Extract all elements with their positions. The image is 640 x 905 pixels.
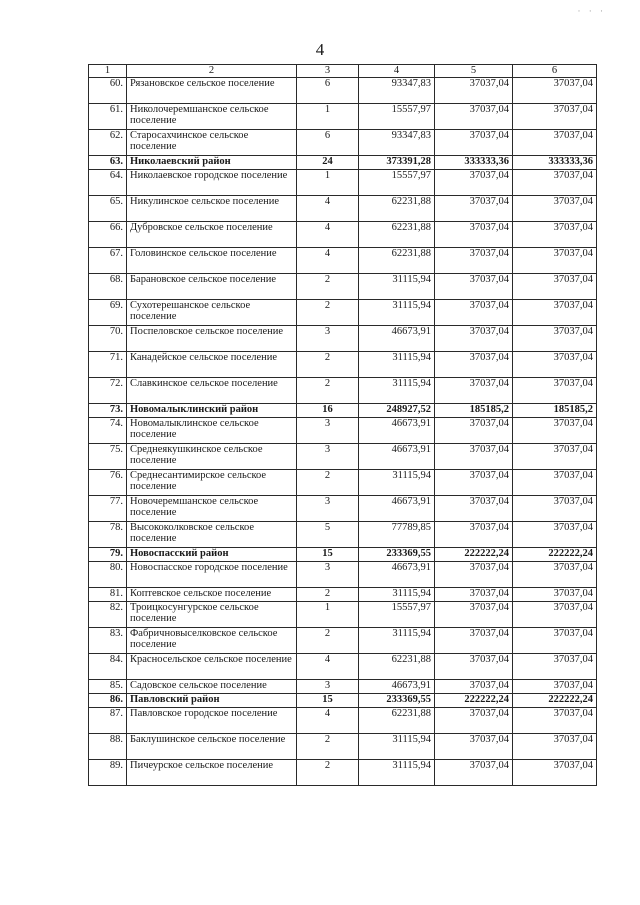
row-count: 5 — [297, 521, 359, 547]
row-number: 72. — [89, 377, 127, 403]
row-value-col4: 46673,91 — [359, 561, 435, 587]
row-name: Троицкосунгурское сельское поселение — [127, 601, 297, 627]
row-value-col4: 15557,97 — [359, 601, 435, 627]
row-value-col5: 37037,04 — [435, 469, 513, 495]
table-row — [89, 169, 597, 195]
row-number: 61. — [89, 103, 127, 129]
district-total-row — [89, 403, 597, 417]
table-row — [89, 653, 597, 679]
row-value-col6: 37037,04 — [513, 351, 597, 377]
row-number: 80. — [89, 561, 127, 587]
row-value-col4: 93347,83 — [359, 129, 435, 155]
row-value-col6: 37037,04 — [513, 469, 597, 495]
row-value-col4: 15557,97 — [359, 169, 435, 195]
row-count: 6 — [297, 129, 359, 155]
table-row — [89, 417, 597, 443]
row-number: 65. — [89, 195, 127, 221]
header-row — [89, 65, 597, 78]
row-name: Рязановское сельское поселение — [127, 77, 297, 103]
row-name: Павловское городское поселение — [127, 707, 297, 733]
row-name: Новомалыклинское сельское поселение — [127, 417, 297, 443]
row-number: 62. — [89, 129, 127, 155]
table-row — [89, 469, 597, 495]
row-name: Новоспасский район — [127, 547, 297, 561]
row-value-col4: 31115,94 — [359, 273, 435, 299]
row-value-col6: 37037,04 — [513, 653, 597, 679]
row-value-col5: 37037,04 — [435, 417, 513, 443]
row-value-col5: 37037,04 — [435, 653, 513, 679]
row-number: 78. — [89, 521, 127, 547]
row-count: 4 — [297, 247, 359, 273]
row-name: Красносельское сельское поселение — [127, 653, 297, 679]
row-value-col6: 333333,36 — [513, 155, 597, 169]
row-name: Новоспасское городское поселение — [127, 561, 297, 587]
row-value-col4: 62231,88 — [359, 707, 435, 733]
table-row — [89, 627, 597, 653]
row-value-col4: 62231,88 — [359, 653, 435, 679]
row-value-col6: 37037,04 — [513, 443, 597, 469]
row-count: 6 — [297, 77, 359, 103]
row-value-col5: 37037,04 — [435, 299, 513, 325]
table-row — [89, 759, 597, 785]
row-number: 73. — [89, 403, 127, 417]
row-value-col4: 31115,94 — [359, 351, 435, 377]
row-value-col6: 37037,04 — [513, 627, 597, 653]
row-value-col4: 31115,94 — [359, 733, 435, 759]
row-value-col6: 37037,04 — [513, 521, 597, 547]
row-name: Новомалыклинский район — [127, 403, 297, 417]
row-name: Николаевское городское поселение — [127, 169, 297, 195]
row-number: 68. — [89, 273, 127, 299]
row-count: 3 — [297, 443, 359, 469]
row-value-col4: 62231,88 — [359, 195, 435, 221]
row-name: Пичеурское сельское поселение — [127, 759, 297, 785]
row-number: 84. — [89, 653, 127, 679]
row-count: 4 — [297, 221, 359, 247]
table-row — [89, 299, 597, 325]
row-count: 2 — [297, 273, 359, 299]
row-name: Среднесантимирское сельское поселение — [127, 469, 297, 495]
row-number: 64. — [89, 169, 127, 195]
row-number: 77. — [89, 495, 127, 521]
table-body — [89, 77, 597, 785]
row-value-col5: 37037,04 — [435, 169, 513, 195]
row-count: 2 — [297, 759, 359, 785]
row-value-col5: 333333,36 — [435, 155, 513, 169]
row-count: 15 — [297, 693, 359, 707]
table-row — [89, 443, 597, 469]
row-value-col4: 31115,94 — [359, 377, 435, 403]
row-value-col5: 37037,04 — [435, 377, 513, 403]
table-row — [89, 601, 597, 627]
row-number: 81. — [89, 587, 127, 601]
row-count: 3 — [297, 679, 359, 693]
row-number: 67. — [89, 247, 127, 273]
row-value-col5: 37037,04 — [435, 759, 513, 785]
row-value-col6: 37037,04 — [513, 273, 597, 299]
district-total-row — [89, 693, 597, 707]
table-row — [89, 273, 597, 299]
row-name: Фабричновыселковское сельское поселение — [127, 627, 297, 653]
row-number: 88. — [89, 733, 127, 759]
row-number: 86. — [89, 693, 127, 707]
row-value-col6: 222222,24 — [513, 693, 597, 707]
row-name: Дубровское сельское поселение — [127, 221, 297, 247]
row-count: 4 — [297, 653, 359, 679]
row-number: 60. — [89, 77, 127, 103]
row-value-col6: 37037,04 — [513, 325, 597, 351]
row-number: 83. — [89, 627, 127, 653]
row-count: 15 — [297, 547, 359, 561]
row-value-col5: 37037,04 — [435, 587, 513, 601]
row-value-col5: 222222,24 — [435, 547, 513, 561]
table-row — [89, 77, 597, 103]
row-value-col6: 37037,04 — [513, 601, 597, 627]
row-value-col6: 37037,04 — [513, 587, 597, 601]
row-value-col4: 62231,88 — [359, 247, 435, 273]
row-value-col5: 37037,04 — [435, 129, 513, 155]
row-value-col5: 37037,04 — [435, 733, 513, 759]
row-value-col4: 62231,88 — [359, 221, 435, 247]
corner-mark: · · · — [577, 6, 606, 16]
row-value-col5: 37037,04 — [435, 103, 513, 129]
row-value-col6: 37037,04 — [513, 561, 597, 587]
table-row — [89, 221, 597, 247]
row-value-col4: 31115,94 — [359, 627, 435, 653]
row-value-col6: 37037,04 — [513, 221, 597, 247]
row-number: 70. — [89, 325, 127, 351]
row-count: 3 — [297, 495, 359, 521]
row-value-col6: 37037,04 — [513, 247, 597, 273]
row-value-col4: 77789,85 — [359, 521, 435, 547]
row-count: 2 — [297, 377, 359, 403]
row-value-col6: 37037,04 — [513, 169, 597, 195]
row-value-col6: 37037,04 — [513, 679, 597, 693]
row-value-col4: 248927,52 — [359, 403, 435, 417]
row-value-col4: 46673,91 — [359, 495, 435, 521]
row-count: 1 — [297, 601, 359, 627]
table-row — [89, 679, 597, 693]
row-value-col5: 222222,24 — [435, 693, 513, 707]
column-header: 4 — [359, 65, 435, 78]
row-name: Никулинское сельское поселение — [127, 195, 297, 221]
row-count: 2 — [297, 587, 359, 601]
row-name: Старосахчинское сельское поселение — [127, 129, 297, 155]
row-value-col5: 37037,04 — [435, 627, 513, 653]
column-header: 6 — [513, 65, 597, 78]
row-value-col6: 37037,04 — [513, 733, 597, 759]
row-name: Баклушинское сельское поселение — [127, 733, 297, 759]
row-value-col5: 37037,04 — [435, 195, 513, 221]
row-name: Николочеремшанское сельское поселение — [127, 103, 297, 129]
table-row — [89, 247, 597, 273]
row-number: 74. — [89, 417, 127, 443]
row-count: 3 — [297, 417, 359, 443]
row-name: Славкинское сельское поселение — [127, 377, 297, 403]
row-value-col5: 37037,04 — [435, 351, 513, 377]
row-name: Садовское сельское поселение — [127, 679, 297, 693]
row-name: Поспеловское сельское поселение — [127, 325, 297, 351]
table-row — [89, 733, 597, 759]
data-table — [88, 64, 597, 786]
row-value-col5: 37037,04 — [435, 77, 513, 103]
row-name: Коптевское сельское поселение — [127, 587, 297, 601]
row-number: 79. — [89, 547, 127, 561]
row-value-col6: 37037,04 — [513, 103, 597, 129]
row-value-col5: 37037,04 — [435, 495, 513, 521]
table-row — [89, 587, 597, 601]
row-name: Сухотерешанское сельское поселение — [127, 299, 297, 325]
row-name: Среднеякушкинское сельское поселение — [127, 443, 297, 469]
row-value-col5: 185185,2 — [435, 403, 513, 417]
row-number: 66. — [89, 221, 127, 247]
row-value-col6: 37037,04 — [513, 377, 597, 403]
row-value-col4: 373391,28 — [359, 155, 435, 169]
table-row — [89, 561, 597, 587]
row-name: Барановское сельское поселение — [127, 273, 297, 299]
row-value-col6: 37037,04 — [513, 495, 597, 521]
row-value-col6: 37037,04 — [513, 707, 597, 733]
row-count: 1 — [297, 103, 359, 129]
row-count: 2 — [297, 469, 359, 495]
district-total-row — [89, 155, 597, 169]
table-row — [89, 195, 597, 221]
row-name: Николаевский район — [127, 155, 297, 169]
row-value-col4: 46673,91 — [359, 417, 435, 443]
page-number: 4 — [315, 40, 325, 59]
row-value-col5: 37037,04 — [435, 679, 513, 693]
row-value-col6: 222222,24 — [513, 547, 597, 561]
row-number: 76. — [89, 469, 127, 495]
table-row — [89, 521, 597, 547]
table-row — [89, 377, 597, 403]
row-value-col6: 37037,04 — [513, 77, 597, 103]
row-value-col4: 31115,94 — [359, 299, 435, 325]
row-number: 69. — [89, 299, 127, 325]
row-number: 85. — [89, 679, 127, 693]
column-header: 1 — [89, 65, 127, 78]
row-value-col5: 37037,04 — [435, 561, 513, 587]
row-value-col5: 37037,04 — [435, 247, 513, 273]
row-value-col5: 37037,04 — [435, 273, 513, 299]
row-value-col4: 31115,94 — [359, 469, 435, 495]
row-value-col4: 233369,55 — [359, 547, 435, 561]
row-number: 63. — [89, 155, 127, 169]
row-value-col4: 15557,97 — [359, 103, 435, 129]
row-value-col5: 37037,04 — [435, 443, 513, 469]
row-count: 24 — [297, 155, 359, 169]
table-row — [89, 103, 597, 129]
row-count: 1 — [297, 169, 359, 195]
row-value-col5: 37037,04 — [435, 601, 513, 627]
row-count: 2 — [297, 299, 359, 325]
row-value-col4: 233369,55 — [359, 693, 435, 707]
row-value-col6: 37037,04 — [513, 129, 597, 155]
table-row — [89, 707, 597, 733]
row-name: Павловский район — [127, 693, 297, 707]
row-value-col4: 46673,91 — [359, 679, 435, 693]
column-header: 3 — [297, 65, 359, 78]
row-value-col4: 31115,94 — [359, 587, 435, 601]
district-total-row — [89, 547, 597, 561]
row-number: 75. — [89, 443, 127, 469]
row-value-col4: 46673,91 — [359, 443, 435, 469]
table-row — [89, 129, 597, 155]
row-value-col6: 37037,04 — [513, 417, 597, 443]
row-value-col6: 185185,2 — [513, 403, 597, 417]
row-value-col5: 37037,04 — [435, 221, 513, 247]
row-name: Новочеремшанское сельское поселение — [127, 495, 297, 521]
row-value-col6: 37037,04 — [513, 759, 597, 785]
column-header: 5 — [435, 65, 513, 78]
row-value-col4: 46673,91 — [359, 325, 435, 351]
row-count: 3 — [297, 561, 359, 587]
row-count: 4 — [297, 707, 359, 733]
row-value-col6: 37037,04 — [513, 299, 597, 325]
row-count: 3 — [297, 325, 359, 351]
table-row — [89, 325, 597, 351]
row-value-col5: 37037,04 — [435, 521, 513, 547]
row-number: 82. — [89, 601, 127, 627]
row-name: Головинское сельское поселение — [127, 247, 297, 273]
row-name: Канадейское сельское поселение — [127, 351, 297, 377]
row-value-col4: 31115,94 — [359, 759, 435, 785]
row-value-col4: 93347,83 — [359, 77, 435, 103]
column-header: 2 — [127, 65, 297, 78]
row-count: 2 — [297, 733, 359, 759]
row-number: 89. — [89, 759, 127, 785]
row-number: 87. — [89, 707, 127, 733]
row-number: 71. — [89, 351, 127, 377]
table-row — [89, 351, 597, 377]
row-value-col5: 37037,04 — [435, 325, 513, 351]
table-row — [89, 495, 597, 521]
row-value-col5: 37037,04 — [435, 707, 513, 733]
row-count: 2 — [297, 627, 359, 653]
row-count: 16 — [297, 403, 359, 417]
row-count: 4 — [297, 195, 359, 221]
row-value-col6: 37037,04 — [513, 195, 597, 221]
row-count: 2 — [297, 351, 359, 377]
row-name: Высококолковское сельское поселение — [127, 521, 297, 547]
